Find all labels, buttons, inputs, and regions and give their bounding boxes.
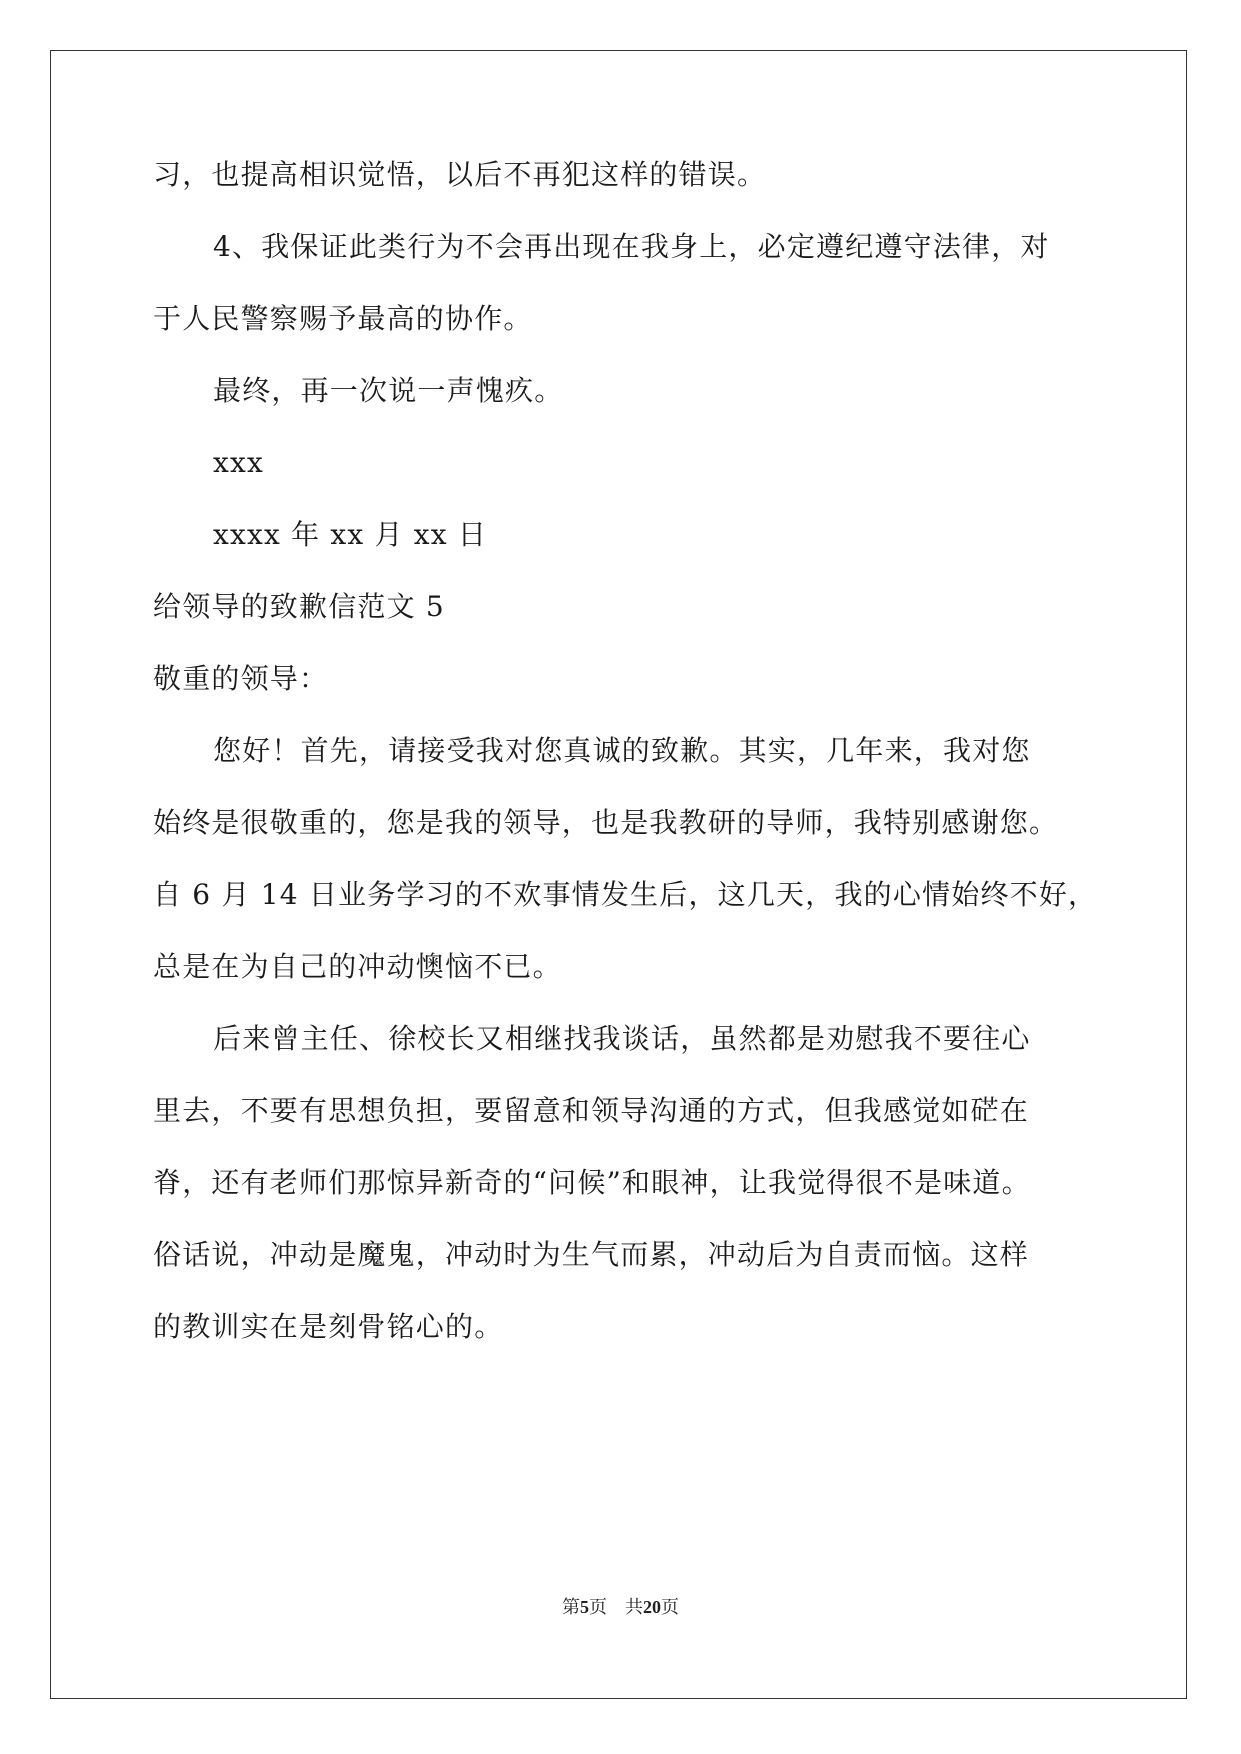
page-prefix: 第: [562, 1597, 580, 1618]
total-prefix: 共: [625, 1597, 643, 1618]
paragraph-line: 里去，不要有思想负担，要留意和领导沟通的方式，但我感觉如硭在: [153, 1094, 1030, 1127]
paragraph-line: 总是在为自己的冲动懊恼不已。: [153, 950, 562, 983]
paragraph-line: 习，也提高相识觉悟，以后不再犯这样的错误。: [153, 158, 767, 191]
paragraph-line: 始终是很敬重的，您是我的领导，也是我教研的导师，我特别感谢您。: [153, 806, 1059, 839]
total-pages: 20: [643, 1597, 661, 1617]
paragraph-line: 自 6 月 14 日业务学习的不欢事情发生后，这几天，我的心情始终不好，: [153, 878, 1098, 911]
paragraph-line: 4、我保证此类行为不会再出现在我身上，必定遵纪遵守法律，对: [213, 230, 1050, 263]
salutation: 敬重的领导：: [153, 662, 329, 695]
signature-date: xxxx 年 xx 月 xx 日: [213, 518, 488, 551]
page-border: [50, 50, 1187, 1699]
signature-name: xxx: [213, 446, 264, 479]
page-footer: [0, 1596, 1241, 1619]
paragraph-line: 俗话说，冲动是魔鬼，冲动时为生气而累，冲动后为自责而恼。这样: [153, 1238, 1030, 1271]
page-unit: 页: [589, 1597, 607, 1618]
paragraph-line: 您好！首先，请接受我对您真诚的致歉。其实，几年来，我对您: [213, 734, 1031, 767]
paragraph-line: 最终，再一次说一声愧疚。: [213, 374, 564, 407]
paragraph-line: 于人民警察赐予最高的协作。: [153, 302, 533, 335]
paragraph-line: 的教训实在是刻骨铭心的。: [153, 1310, 504, 1343]
page-number: 5: [580, 1597, 589, 1617]
paragraph-line: 脊，还有老师们那惊异新奇的“问候”和眼神，让我觉得很不是味道。: [153, 1166, 1031, 1199]
section-title: 给领导的致歉信范文 5: [153, 590, 445, 623]
total-unit: 页: [661, 1597, 679, 1618]
paragraph-line: 后来曾主任、徐校长又相继找我谈话，虽然都是劝慰我不要往心: [213, 1022, 1031, 1055]
